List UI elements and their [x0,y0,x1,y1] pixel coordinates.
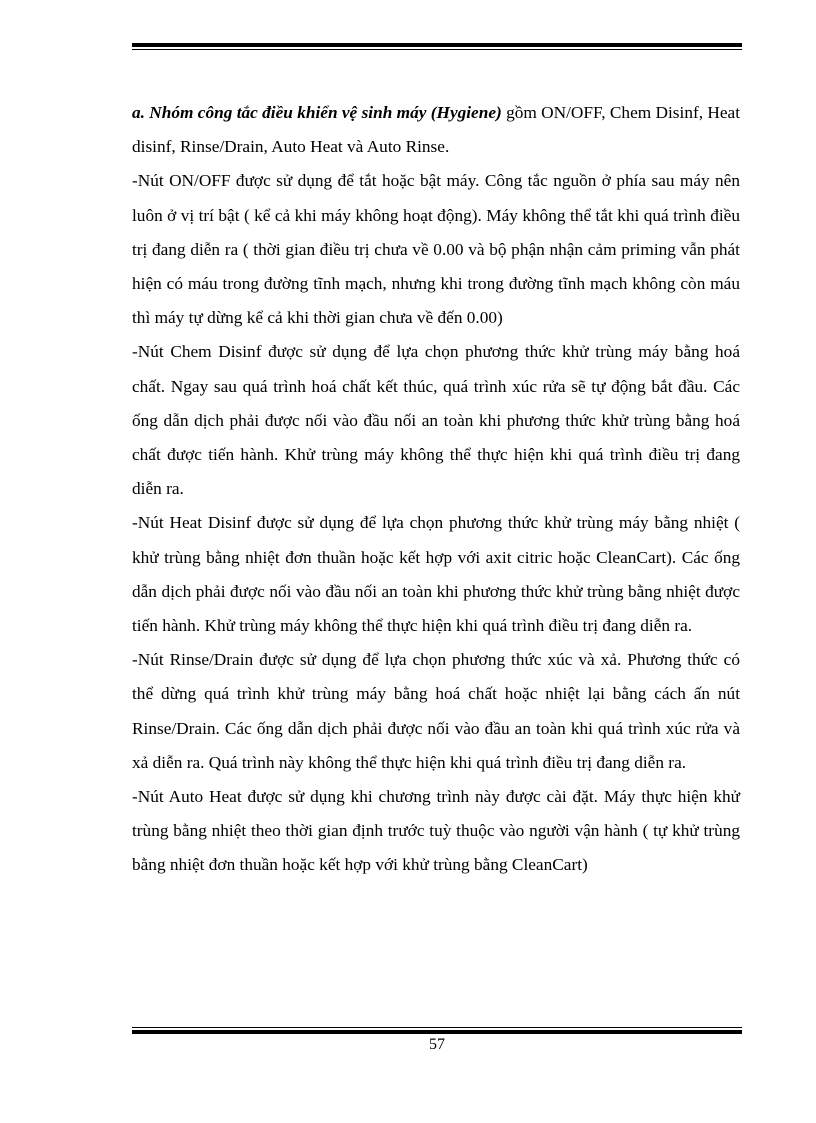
page-body [132,96,740,883]
section-heading-paragraph [132,96,740,164]
header-rule-thin-line [132,49,742,50]
header-rule-thick-line [132,43,742,47]
section-heading: a. Nhóm công tắc điều khiển vệ sinh máy (Hygiene) [132,103,502,122]
section-heading-continuation: gồm ON/OFF, Chem Disinf, Heat disinf, Rinse/Drain, Auto Heat và Auto Rinse. [132,103,740,157]
header-rule [132,43,742,51]
page-number: 57 [429,1036,445,1053]
paragraph-heat-disinf: -Nút Heat Disinf được sử dụng để lựa chọn phương thức khử trùng máy bằng nhiệt ( khử trùng bằng nhiệt đơn thuần hoặc kết hợp với axit citric hoặc CleanCart). Các ống dẫn dịch phải được nối vào đầu nối an toàn khi phương thức khử trùng bằng nhiệt được tiến hành. Khử trùng máy không thể thực hiện khi quá trình điều trị đang diễn ra. [132,513,740,636]
paragraph-chem-disinf: -Nút Chem Disinf được sử dụng để lựa chọn phương thức khử trùng máy bằng hoá chất. Ngay sau quá trình hoá chất kết thúc, quá trình xúc rửa sẽ tự động bắt đầu. Các ống dẫn dịch phải được nối vào đầu nối an toàn khi phương thức khử trùng bằng hoá chất được tiến hành. Khử trùng máy không thể thực hiện khi quá trình điều trị đang diễn ra. [132,342,740,499]
paragraph-on-off: -Nút ON/OFF được sử dụng để tắt hoặc bật máy. Công tắc nguồn ở phía sau máy nên luôn ở vị trí bật ( kể cả khi máy không hoạt động). Máy không thể tắt khi quá trình điều trị đang diễn ra ( thời gian điều trị chưa về 0.00 và bộ phận nhận cảm priming vẫn phát hiện có máu trong đường tĩnh mạch, nhưng khi trong đường tĩnh mạch không còn máu thì máy tự dừng kể cả khi thời gian chưa về đến 0.00) [132,171,740,328]
footer-rule [132,1027,742,1035]
footer-rule-thin-line [132,1027,742,1028]
paragraph-auto-heat: -Nút Auto Heat được sử dụng khi chương trình này được cài đặt. Máy thực hiện khử trùng bằng nhiệt theo thời gian định trước tuỳ thuộc vào người vận hành ( tự khử trùng bằng nhiệt đơn thuần hoặc kết hợp với khử trùng bằng CleanCart) [132,787,740,875]
footer-rule-thick-line [132,1030,742,1034]
paragraph-rinse-drain: -Nút Rinse/Drain được sử dụng để lựa chọn phương thức xúc và xả. Phương thức có thể dừng quá trình khử trùng máy bằng hoá chất hoặc nhiệt lại bằng cách ấn nút Rinse/Drain. Các ống dẫn dịch phải được nối vào đầu an toàn khi quá trình xúc rửa và xả diễn ra. Quá trình này không thể thực hiện khi quá trình điều trị đang diễn ra. [132,650,740,772]
